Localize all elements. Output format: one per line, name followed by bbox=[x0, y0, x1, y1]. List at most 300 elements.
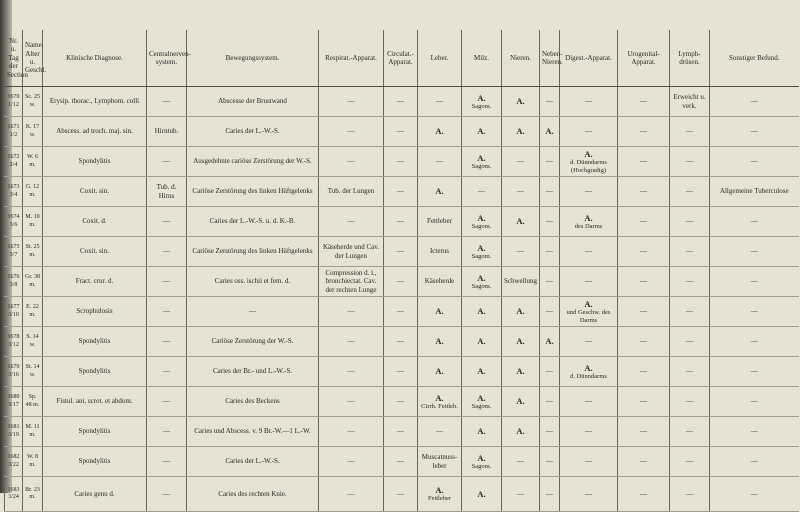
cell-centralnerven-value: — bbox=[163, 337, 170, 346]
cell-bewegung bbox=[187, 207, 319, 237]
cell-bewegung bbox=[187, 357, 319, 387]
cell-digest-value: — bbox=[585, 457, 592, 466]
cell-nieren bbox=[502, 267, 540, 297]
cell-nebennieren bbox=[540, 297, 560, 327]
cell-diagnose bbox=[43, 477, 147, 512]
cell-bewegung bbox=[187, 177, 319, 207]
header-diagnose: Klinische Diagnose. bbox=[43, 30, 147, 87]
cell-centralnerven bbox=[147, 207, 187, 237]
cell-bewegung-value: Caries der Br.- und L.-W.-S. bbox=[212, 367, 293, 376]
cell-nieren bbox=[502, 477, 540, 512]
cell-diagnose-value: Spondylitis bbox=[78, 457, 111, 466]
cell-digest-value: A. bbox=[584, 148, 593, 159]
cell-nieren bbox=[502, 177, 540, 207]
cell-milz bbox=[462, 177, 502, 207]
cell-sonstiger bbox=[710, 387, 799, 417]
cell-diagnose-value: Fract. crur. d. bbox=[75, 277, 114, 286]
cell-leber bbox=[418, 177, 462, 207]
cell-nebennieren bbox=[540, 387, 560, 417]
cell-respirat bbox=[319, 207, 384, 237]
cell-diagnose-value: Spondylitis bbox=[78, 337, 111, 346]
cell-lymph bbox=[670, 177, 710, 207]
cell-sonstiger-value: — bbox=[750, 427, 758, 436]
table-row bbox=[5, 147, 799, 177]
cell-milz bbox=[462, 357, 502, 387]
cell-respirat-value: Tub. der Lungen bbox=[327, 187, 375, 196]
cell-circulat-value: — bbox=[397, 337, 404, 346]
cell-diagnose bbox=[43, 177, 147, 207]
cell-diagnose-value: Spondylitis bbox=[78, 427, 111, 436]
cell-nebennieren-value: — bbox=[546, 427, 553, 436]
cell-urogenital bbox=[618, 357, 670, 387]
cell-bewegung-value: Caries oss. ischii et fem. d. bbox=[214, 277, 291, 286]
cell-nebennieren bbox=[540, 117, 560, 147]
cell-circulat bbox=[384, 417, 418, 447]
cell-leber-value: Icterus bbox=[429, 247, 450, 256]
cell-respirat-value: — bbox=[347, 127, 355, 136]
cell-diagnose-value: Abscess. ad troch. maj. sin. bbox=[56, 127, 133, 136]
cell-milz bbox=[462, 87, 502, 117]
cell-milz bbox=[462, 237, 502, 267]
cell-centralnerven-value: — bbox=[163, 277, 170, 286]
cell-milz-value: A. bbox=[477, 452, 486, 463]
cell-respirat-value: Käseherde und Cav. der Lungen bbox=[322, 243, 380, 260]
header-centralnerven: Centralnerven-system. bbox=[147, 30, 187, 87]
cell-sonstiger-value: — bbox=[750, 127, 758, 136]
cell-sonstiger bbox=[710, 417, 799, 447]
table-row bbox=[5, 87, 799, 117]
cell-leber bbox=[418, 87, 462, 117]
cell-respirat bbox=[319, 327, 384, 357]
cell-circulat-value: — bbox=[397, 217, 404, 226]
cell-digest bbox=[560, 117, 618, 147]
cell-nebennieren-value: — bbox=[546, 397, 553, 406]
cell-urogenital-value: — bbox=[640, 307, 647, 316]
header-lymph: Lymph-drüsen. bbox=[670, 30, 710, 87]
cell-name bbox=[23, 207, 43, 237]
cell-respirat bbox=[319, 147, 384, 177]
cell-respirat bbox=[319, 87, 384, 117]
cell-digest-value: A. bbox=[584, 212, 593, 223]
header-bewegung: Bewegungssystem. bbox=[187, 30, 319, 87]
cell-digest-note: des Darms bbox=[574, 222, 603, 230]
cell-nebennieren bbox=[540, 417, 560, 447]
cell-nr-value: 1678 3/12 bbox=[7, 334, 20, 348]
cell-nieren bbox=[502, 387, 540, 417]
cell-digest-value: A. bbox=[584, 298, 593, 309]
cell-respirat-value: — bbox=[347, 307, 355, 316]
cell-leber-value: A. bbox=[435, 366, 444, 377]
cell-digest bbox=[560, 267, 618, 297]
cell-sonstiger-value: — bbox=[750, 397, 758, 406]
cell-digest bbox=[560, 87, 618, 117]
cell-sonstiger bbox=[710, 177, 799, 207]
cell-nieren bbox=[502, 147, 540, 177]
cell-milz-note: Sagom. bbox=[471, 162, 492, 170]
cell-leber-value: — bbox=[436, 157, 443, 166]
cell-milz bbox=[462, 447, 502, 477]
cell-lymph-value: — bbox=[686, 397, 693, 406]
cell-sonstiger-value: — bbox=[750, 247, 758, 256]
cell-sonstiger-value: — bbox=[750, 337, 758, 346]
cell-nebennieren bbox=[540, 147, 560, 177]
cell-sonstiger-value: — bbox=[750, 157, 758, 166]
header-nieren: Nieren. bbox=[502, 30, 540, 87]
cell-nebennieren-value: — bbox=[546, 489, 553, 498]
cell-centralnerven bbox=[147, 327, 187, 357]
cell-diagnose bbox=[43, 447, 147, 477]
cell-milz-value: A. bbox=[477, 152, 486, 163]
cell-urogenital-value: — bbox=[640, 489, 647, 498]
cell-centralnerven-value: — bbox=[163, 397, 170, 406]
cell-nebennieren bbox=[540, 447, 560, 477]
cell-name-value: M. 11 m. bbox=[25, 424, 40, 438]
table-row bbox=[5, 447, 799, 477]
cell-nr-value: 1670 1/12 bbox=[7, 94, 20, 108]
cell-urogenital bbox=[618, 117, 670, 147]
cell-sonstiger bbox=[710, 297, 799, 327]
cell-bewegung bbox=[187, 477, 319, 512]
table-row bbox=[5, 267, 799, 297]
cell-lymph-value: — bbox=[686, 337, 693, 346]
cell-diagnose bbox=[43, 117, 147, 147]
cell-respirat bbox=[319, 447, 384, 477]
cell-leber bbox=[418, 447, 462, 477]
cell-lymph-value: — bbox=[686, 157, 693, 166]
cell-digest-value: — bbox=[585, 247, 592, 256]
cell-milz-note: Sagom. bbox=[471, 102, 492, 110]
cell-digest bbox=[560, 327, 618, 357]
cell-name bbox=[23, 147, 43, 177]
cell-name bbox=[23, 477, 43, 512]
cell-nieren-value: A. bbox=[516, 426, 525, 437]
cell-centralnerven bbox=[147, 87, 187, 117]
cell-sonstiger bbox=[710, 447, 799, 477]
cell-name bbox=[23, 297, 43, 327]
cell-diagnose-value: Erysip. thorac., Lymphom. colli bbox=[49, 97, 140, 106]
cell-nr-value: 1674 3/6 bbox=[7, 214, 20, 228]
cell-leber-value: — bbox=[436, 427, 443, 436]
cell-urogenital bbox=[618, 477, 670, 512]
cell-circulat-value: — bbox=[397, 427, 404, 436]
cell-nebennieren-value: — bbox=[546, 97, 553, 106]
cell-nieren bbox=[502, 207, 540, 237]
cell-bewegung-value: Caries der L.-W.-S. bbox=[225, 457, 280, 466]
cell-urogenital bbox=[618, 237, 670, 267]
cell-digest bbox=[560, 447, 618, 477]
cell-respirat bbox=[319, 297, 384, 327]
cell-name bbox=[23, 87, 43, 117]
cell-urogenital-value: — bbox=[640, 217, 647, 226]
cell-nieren-value: Schwellung bbox=[504, 277, 538, 286]
cell-digest-note: d. Dünndarms (Hochgradig) bbox=[570, 158, 607, 174]
cell-digest bbox=[560, 477, 618, 512]
cell-lymph bbox=[670, 87, 710, 117]
cell-urogenital-value: — bbox=[640, 187, 647, 196]
cell-leber-note: Cirrh. Fettleb. bbox=[421, 402, 458, 410]
cell-respirat-value: — bbox=[347, 157, 355, 166]
cell-centralnerven bbox=[147, 147, 187, 177]
cell-digest bbox=[560, 147, 618, 177]
cell-circulat bbox=[384, 327, 418, 357]
table-row bbox=[5, 297, 799, 327]
cell-name bbox=[23, 387, 43, 417]
cell-name-value: W. 8 m. bbox=[26, 454, 39, 468]
cell-nr bbox=[5, 267, 23, 297]
cell-respirat-value: — bbox=[347, 457, 355, 466]
cell-lymph bbox=[670, 117, 710, 147]
cell-lymph-value: — bbox=[686, 367, 693, 376]
cell-diagnose bbox=[43, 267, 147, 297]
cell-urogenital-value: — bbox=[640, 97, 647, 106]
cell-bewegung-value: Caries der L.-W.-S. u. d. K.-B. bbox=[209, 217, 296, 226]
cell-urogenital-value: — bbox=[640, 157, 647, 166]
cell-nr-value: 1682 3/22 bbox=[7, 454, 20, 468]
cell-bewegung-value: Ausgedehnte cariöse Zerstörung der W.-S. bbox=[193, 157, 312, 166]
table-row bbox=[5, 207, 799, 237]
header-milz: Milz. bbox=[462, 30, 502, 87]
cell-nieren-value: A. bbox=[516, 216, 525, 227]
cell-leber-value: A. bbox=[435, 126, 444, 137]
cell-sonstiger-value: — bbox=[750, 217, 758, 226]
cell-leber bbox=[418, 237, 462, 267]
cell-nieren-value: A. bbox=[516, 396, 525, 407]
cell-nebennieren-value: — bbox=[546, 187, 553, 196]
cell-name bbox=[23, 237, 43, 267]
header-name: Name, Alter u. Geschl. bbox=[23, 30, 43, 87]
header-circulat: Circulat.-Apparat. bbox=[384, 30, 418, 87]
cell-milz-value: A. bbox=[477, 392, 486, 403]
cell-lymph-value: — bbox=[686, 277, 693, 286]
cell-lymph-value: — bbox=[686, 427, 693, 436]
cell-diagnose bbox=[43, 417, 147, 447]
header-digest: Digest.-Apparat. bbox=[560, 30, 618, 87]
cell-leber-value: Fettleber bbox=[427, 217, 452, 226]
ledger-body bbox=[5, 87, 799, 512]
cell-sonstiger bbox=[710, 267, 799, 297]
table-row bbox=[5, 477, 799, 512]
cell-nr bbox=[5, 357, 23, 387]
cell-nr bbox=[5, 237, 23, 267]
cell-name bbox=[23, 327, 43, 357]
cell-digest-note: d. Dünndarms bbox=[570, 372, 607, 380]
cell-nr bbox=[5, 387, 23, 417]
cell-milz-value: A. bbox=[477, 366, 486, 377]
cell-leber bbox=[418, 357, 462, 387]
cell-diagnose bbox=[43, 327, 147, 357]
cell-diagnose-value: Fistul. ani, scrot. et abdom. bbox=[56, 397, 133, 406]
cell-lymph bbox=[670, 447, 710, 477]
cell-lymph-value: — bbox=[686, 187, 693, 196]
cell-urogenital-value: — bbox=[640, 367, 647, 376]
cell-nr-value: 1677 3/10 bbox=[7, 304, 20, 318]
header-leber: Leber. bbox=[418, 30, 462, 87]
cell-nieren-value: A. bbox=[516, 366, 525, 377]
cell-centralnerven-value: — bbox=[163, 367, 170, 376]
cell-respirat bbox=[319, 417, 384, 447]
cell-milz-value: A. bbox=[477, 92, 486, 103]
cell-centralnerven-value: — bbox=[163, 247, 170, 256]
cell-name-value: K. 17 w. bbox=[25, 124, 40, 138]
cell-digest-note: und Geschw. des Darms bbox=[566, 308, 611, 324]
cell-centralnerven bbox=[147, 177, 187, 207]
cell-diagnose-value: Coxit. sin. bbox=[80, 247, 109, 256]
cell-nebennieren bbox=[540, 177, 560, 207]
cell-nr bbox=[5, 447, 23, 477]
cell-name bbox=[23, 117, 43, 147]
cell-milz-value: A. bbox=[477, 272, 486, 283]
cell-name bbox=[23, 177, 43, 207]
cell-diagnose bbox=[43, 207, 147, 237]
cell-nebennieren-value: — bbox=[546, 217, 553, 226]
cell-urogenital bbox=[618, 87, 670, 117]
table-row bbox=[5, 237, 799, 267]
cell-nieren bbox=[502, 237, 540, 267]
cell-digest-value: — bbox=[585, 187, 592, 196]
cell-centralnerven-value: — bbox=[163, 457, 170, 466]
cell-leber bbox=[418, 477, 462, 512]
cell-diagnose-value: Coxit. sin. bbox=[80, 187, 109, 196]
cell-respirat-value: — bbox=[347, 97, 355, 106]
cell-sonstiger bbox=[710, 237, 799, 267]
cell-nieren-value: A. bbox=[516, 126, 525, 137]
cell-sonstiger-value: — bbox=[750, 277, 758, 286]
cell-nieren bbox=[502, 87, 540, 117]
cell-sonstiger bbox=[710, 87, 799, 117]
cell-nebennieren bbox=[540, 477, 560, 512]
cell-centralnerven bbox=[147, 447, 187, 477]
cell-bewegung-value: Caries der L.-W.-S. bbox=[225, 127, 280, 136]
cell-lymph bbox=[670, 297, 710, 327]
cell-nieren-value: — bbox=[517, 247, 524, 256]
cell-name-value: S. 14 w. bbox=[26, 334, 39, 348]
cell-nieren-value: — bbox=[517, 489, 524, 498]
header-sonstiger: Sonstiger Befund. bbox=[710, 30, 799, 87]
cell-sonstiger bbox=[710, 357, 799, 387]
cell-centralnerven-value: Tub. d. Hirns bbox=[156, 183, 177, 200]
cell-circulat bbox=[384, 447, 418, 477]
cell-sonstiger-value: — bbox=[750, 489, 758, 498]
cell-diagnose-value: Spondylitis bbox=[78, 367, 111, 376]
cell-name-value: Sp. 48 m. bbox=[25, 394, 40, 408]
cell-nr bbox=[5, 117, 23, 147]
cell-urogenital bbox=[618, 147, 670, 177]
cell-bewegung bbox=[187, 267, 319, 297]
cell-urogenital bbox=[618, 447, 670, 477]
cell-bewegung-value: — bbox=[249, 307, 256, 316]
cell-centralnerven bbox=[147, 477, 187, 512]
cell-sonstiger bbox=[710, 207, 799, 237]
cell-circulat-value: — bbox=[397, 489, 404, 498]
cell-circulat-value: — bbox=[397, 157, 404, 166]
cell-leber-value: A. bbox=[435, 336, 444, 347]
cell-circulat bbox=[384, 177, 418, 207]
cell-nebennieren bbox=[540, 207, 560, 237]
cell-lymph bbox=[670, 237, 710, 267]
cell-milz bbox=[462, 417, 502, 447]
cell-name bbox=[23, 417, 43, 447]
cell-urogenital-value: — bbox=[640, 397, 647, 406]
cell-nieren bbox=[502, 297, 540, 327]
cell-urogenital-value: — bbox=[640, 427, 647, 436]
cell-respirat-value: — bbox=[347, 367, 355, 376]
cell-name-value: Sc. 25 w. bbox=[25, 94, 40, 108]
cell-nieren-value: A. bbox=[516, 306, 525, 317]
cell-nr bbox=[5, 477, 23, 512]
cell-leber-value: A. bbox=[435, 186, 444, 197]
cell-urogenital-value: — bbox=[640, 277, 647, 286]
cell-urogenital bbox=[618, 327, 670, 357]
cell-circulat bbox=[384, 117, 418, 147]
cell-lymph-value: — bbox=[686, 217, 693, 226]
cell-milz bbox=[462, 147, 502, 177]
cell-circulat-value: — bbox=[397, 457, 404, 466]
cell-nr bbox=[5, 147, 23, 177]
autopsy-ledger-table bbox=[4, 30, 799, 512]
cell-lymph bbox=[670, 327, 710, 357]
cell-diagnose-value: Caries genu d. bbox=[74, 489, 115, 498]
header-nr: Nr. u. Tag der Section bbox=[5, 30, 23, 87]
cell-diagnose-value: Spondylitis bbox=[78, 157, 111, 166]
cell-circulat bbox=[384, 387, 418, 417]
cell-leber bbox=[418, 267, 462, 297]
cell-nieren-value: — bbox=[517, 157, 524, 166]
cell-lymph bbox=[670, 357, 710, 387]
cell-milz-value: A. bbox=[477, 242, 486, 253]
cell-nr-value: 1680 3/17 bbox=[7, 394, 20, 408]
cell-digest-value: — bbox=[585, 127, 592, 136]
cell-nr-value: 1673 3/4 bbox=[7, 184, 20, 198]
cell-digest-value: — bbox=[585, 397, 592, 406]
cell-respirat-value: Compression d. l., bronchiectat. Cav. der rechten Lunge bbox=[325, 268, 377, 294]
cell-bewegung-value: Cariöse Zerstörung des linken Hüftgelenks bbox=[192, 187, 313, 196]
cell-nebennieren-value: — bbox=[546, 457, 553, 466]
cell-milz-note: Sagom. bbox=[471, 252, 492, 260]
cell-respirat bbox=[319, 477, 384, 512]
cell-nebennieren-value: — bbox=[546, 367, 553, 376]
cell-name bbox=[23, 447, 43, 477]
cell-respirat bbox=[319, 387, 384, 417]
cell-lymph bbox=[670, 477, 710, 512]
cell-urogenital-value: — bbox=[640, 247, 647, 256]
cell-bewegung bbox=[187, 417, 319, 447]
cell-lymph-value: — bbox=[686, 127, 693, 136]
cell-nr bbox=[5, 207, 23, 237]
cell-nieren bbox=[502, 117, 540, 147]
cell-centralnerven bbox=[147, 357, 187, 387]
cell-circulat bbox=[384, 477, 418, 512]
cell-digest bbox=[560, 387, 618, 417]
cell-milz-note: Sagom. bbox=[471, 462, 492, 470]
cell-circulat-value: — bbox=[397, 307, 404, 316]
cell-urogenital-value: — bbox=[640, 457, 647, 466]
cell-leber-value: Muscatnuss-leber bbox=[421, 453, 458, 470]
cell-digest bbox=[560, 357, 618, 387]
cell-milz-note: Sagom. bbox=[471, 222, 492, 230]
cell-milz bbox=[462, 327, 502, 357]
table-row bbox=[5, 177, 799, 207]
table-row bbox=[5, 117, 799, 147]
cell-urogenital bbox=[618, 387, 670, 417]
cell-nieren bbox=[502, 357, 540, 387]
cell-digest bbox=[560, 417, 618, 447]
cell-leber bbox=[418, 327, 462, 357]
cell-nr bbox=[5, 177, 23, 207]
cell-nebennieren bbox=[540, 267, 560, 297]
cell-centralnerven-value: — bbox=[163, 97, 170, 106]
cell-respirat-value: — bbox=[347, 489, 355, 498]
cell-nebennieren bbox=[540, 87, 560, 117]
